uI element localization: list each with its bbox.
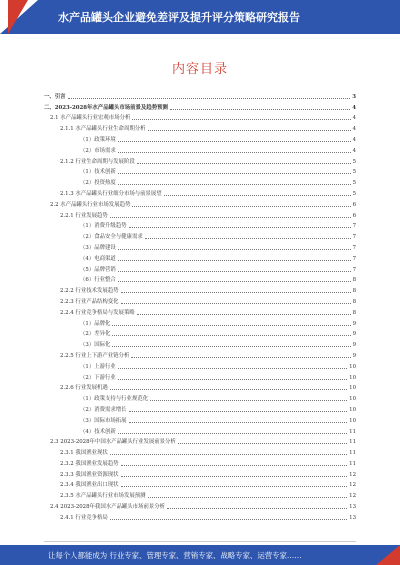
toc-entry-page: 6 — [352, 212, 356, 219]
toc-entry-label: 2.3.4 我国渔业出口现状 — [60, 482, 119, 489]
toc-entry[interactable] — [44, 100, 356, 111]
toc-entry-label: （2）消费需求增长 — [80, 406, 127, 413]
toc-entry[interactable] — [44, 424, 356, 435]
toc-entry[interactable] — [44, 175, 356, 186]
toc-leader-dots — [164, 195, 351, 196]
toc-entry-page: 10 — [349, 374, 356, 381]
toc-entry-page: 10 — [349, 363, 356, 370]
toc-entry[interactable] — [44, 251, 356, 262]
toc-entry[interactable] — [44, 381, 356, 392]
footer-slogan — [48, 550, 368, 561]
toc-entry-page: 10 — [349, 417, 356, 424]
toc-leader-dots — [137, 314, 351, 315]
toc-entry[interactable] — [44, 327, 356, 338]
table-of-contents — [44, 89, 356, 521]
toc-entry-label: 2.2.2 行业技术发展趋势 — [60, 288, 119, 295]
toc-entry[interactable] — [44, 262, 356, 273]
toc-entry[interactable] — [44, 111, 356, 122]
toc-entry-page: 11 — [349, 439, 356, 446]
toc-heading: 内容目录 — [171, 62, 228, 77]
toc-entry-page: 11 — [349, 450, 356, 457]
toc-entry-label: 2.2.1 行业发展趋势 — [60, 212, 108, 219]
toc-leader-dots — [137, 163, 351, 164]
toc-leader-dots — [170, 109, 350, 110]
toc-leader-dots — [118, 368, 347, 369]
toc-entry-label: （2）投资热度 — [80, 180, 116, 187]
toc-entry-label: 2.3.3 我国渔业资源现状 — [60, 471, 119, 478]
toc-leader-dots — [110, 519, 347, 520]
toc-entry[interactable] — [44, 186, 356, 197]
toc-entry[interactable] — [44, 478, 356, 489]
toc-entry[interactable] — [44, 240, 356, 251]
toc-entry-label: 2.4 2023-2028年我国水产品罐头市场前景分析 — [50, 504, 166, 511]
toc-entry-label: 2.4.1 行业竞争格局 — [60, 514, 108, 521]
toc-leader-dots — [129, 422, 348, 423]
toc-entry[interactable] — [44, 273, 356, 284]
toc-entry-label: （6）行业整合 — [80, 277, 116, 284]
toc-leader-dots — [112, 335, 350, 336]
toc-entry[interactable] — [44, 510, 356, 521]
toc-leader-dots — [68, 98, 351, 99]
toc-leader-dots — [110, 454, 347, 455]
toc-entry-page: 4 — [352, 147, 356, 154]
toc-entry-page: 7 — [352, 234, 356, 241]
footer-slogan-prefix: 让每个人都能成为 — [48, 551, 108, 560]
toc-entry-page: 8 — [352, 288, 356, 295]
toc-entry-page: 5 — [352, 169, 356, 176]
toc-entry[interactable] — [44, 316, 356, 327]
toc-entry[interactable] — [44, 467, 356, 478]
toc-entry-label: （1）品牌化 — [80, 320, 111, 327]
toc-entry-label: 2.3.2 我国渔业发展趋势 — [60, 460, 119, 467]
toc-entry[interactable] — [44, 305, 356, 316]
toc-entry-page: 7 — [352, 223, 356, 230]
toc-entry-page: 9 — [352, 352, 356, 359]
toc-entry[interactable] — [44, 208, 356, 219]
toc-leader-dots — [178, 443, 347, 444]
toc-entry-label: 2.3.1 我国渔业现状 — [60, 450, 108, 457]
toc-entry-label: 2.1 水产品罐头行业宏观市场分析 — [50, 115, 131, 122]
toc-entry-label: （1）政策环境 — [80, 136, 116, 143]
toc-entry-page: 10 — [349, 396, 356, 403]
toc-entry-label: （2）下游行业 — [80, 374, 116, 381]
toc-entry[interactable] — [44, 294, 356, 305]
toc-entry[interactable] — [44, 219, 356, 230]
toc-entry-page: 3 — [352, 93, 356, 100]
toc-entry-label: （1）政策支持与行业规范化 — [80, 396, 149, 403]
toc-leader-dots — [121, 303, 351, 304]
toc-entry-label: （4）技术创新 — [80, 428, 116, 435]
toc-entry[interactable] — [44, 165, 356, 176]
toc-leader-dots — [121, 465, 348, 466]
toc-entry-page: 4 — [352, 115, 356, 122]
toc-entry-page: 13 — [349, 514, 356, 521]
toc-entry-label: 2.1.1 水产品罐头行业生命周期分析 — [60, 126, 146, 133]
toc-entry[interactable] — [44, 197, 356, 208]
footer-divider — [44, 541, 356, 542]
toc-leader-dots — [118, 260, 351, 261]
toc-entry-page: 4 — [352, 136, 356, 143]
toc-entry-page: 7 — [352, 244, 356, 251]
toc-entry[interactable] — [44, 283, 356, 294]
toc-entry-label: （4）电商渠道 — [80, 255, 116, 262]
toc-leader-dots — [118, 152, 351, 153]
toc-entry[interactable] — [44, 132, 356, 143]
toc-leader-dots — [118, 173, 351, 174]
toc-leader-dots — [145, 238, 351, 239]
toc-leader-dots — [121, 486, 348, 487]
toc-leader-dots — [118, 184, 351, 185]
toc-leader-dots — [110, 217, 351, 218]
toc-entry-page: 11 — [349, 460, 356, 467]
toc-entry-page: 5 — [352, 190, 356, 197]
toc-entry-page: 12 — [349, 493, 356, 500]
toc-leader-dots — [118, 433, 347, 434]
toc-entry-label: 2.3 2023-2028年中国水产品罐头行业发展前景分析 — [50, 439, 176, 446]
report-title: 水产品罐头企业避免差评及提升评分策略研究报告 — [58, 11, 300, 24]
toc-leader-dots — [132, 206, 350, 207]
toc-entry[interactable] — [44, 456, 356, 467]
toc-entry-label: （1）上游行业 — [80, 363, 116, 370]
toc-entry-page: 10 — [349, 385, 356, 392]
toc-entry-page: 4 — [352, 126, 356, 133]
toc-leader-dots — [150, 400, 347, 401]
toc-entry-page: 7 — [352, 255, 356, 262]
toc-entry-page: 12 — [349, 482, 356, 489]
toc-leader-dots — [118, 281, 351, 282]
toc-entry-page: 5 — [352, 158, 356, 165]
toc-entry[interactable] — [44, 143, 356, 154]
toc-entry-label: 一、引言 — [44, 93, 66, 100]
toc-leader-dots — [112, 325, 350, 326]
toc-leader-dots — [121, 292, 351, 293]
toc-leader-dots — [118, 379, 347, 380]
toc-entry-label: （2）市场需求 — [80, 147, 116, 154]
toc-entry-label: 2.1.3 水产品罐头行业细分市场与前景展望 — [60, 190, 162, 197]
toc-entry-page: 5 — [352, 180, 356, 187]
toc-entry-page: 9 — [352, 320, 356, 327]
toc-leader-dots — [112, 346, 350, 347]
toc-entry-page: 12 — [349, 471, 356, 478]
toc-entry[interactable] — [44, 435, 356, 446]
toc-entry-page: 4 — [352, 104, 356, 111]
page-header — [0, 0, 400, 34]
toc-entry[interactable] — [44, 391, 356, 402]
toc-entry-page: 10 — [349, 406, 356, 413]
toc-entry-label: 二、2023-2028年水产品罐头市场前景及趋势预测 — [44, 104, 168, 111]
toc-entry[interactable] — [44, 359, 356, 370]
toc-leader-dots — [121, 476, 348, 477]
toc-entry-label: （1）技术创新 — [80, 169, 116, 176]
header-red-stripe — [8, 0, 28, 34]
toc-entry-page: 8 — [352, 298, 356, 305]
toc-leader-dots — [110, 389, 347, 390]
toc-entry-label: （3）国际市场拓展 — [80, 417, 127, 424]
toc-entry-label: 2.2.6 行业发展机遇 — [60, 385, 108, 392]
toc-entry[interactable] — [44, 499, 356, 510]
toc-leader-dots — [132, 119, 350, 120]
toc-entry[interactable] — [44, 89, 356, 100]
toc-entry-label: （3）品牌建设 — [80, 244, 116, 251]
toc-entry-label: （1）消费升级趋势 — [80, 223, 127, 230]
toc-entry-label: （5）品牌营销 — [80, 266, 116, 273]
toc-leader-dots — [148, 497, 348, 498]
toc-entry-page: 11 — [349, 428, 356, 435]
toc-leader-dots — [148, 130, 351, 131]
toc-leader-dots — [131, 357, 350, 358]
toc-entry-page: 6 — [352, 201, 356, 208]
toc-entry[interactable] — [44, 402, 356, 413]
toc-entry-page: 7 — [352, 266, 356, 273]
toc-entry-label: （3）国际化 — [80, 342, 111, 349]
toc-leader-dots — [129, 411, 348, 412]
toc-entry[interactable] — [44, 370, 356, 381]
toc-entry-page: 9 — [352, 331, 356, 338]
toc-entry-label: （2）食品安全与健康需求 — [80, 234, 143, 241]
toc-entry[interactable] — [44, 348, 356, 359]
toc-entry[interactable] — [44, 337, 356, 348]
page-footer — [0, 545, 400, 565]
toc-entry-label: 2.1.2 行业生命周期与发展阶段 — [60, 158, 135, 165]
toc-leader-dots — [118, 141, 351, 142]
toc-leader-dots — [129, 227, 351, 228]
toc-entry[interactable] — [44, 229, 356, 240]
toc-entry[interactable] — [44, 488, 356, 499]
toc-leader-dots — [167, 508, 347, 509]
footer-slogan-roles: 行业专家、管理专家、营销专家、战略专家、运营专家…… — [109, 551, 302, 560]
toc-entry-label: 2.2 水产品罐头行业市场发展趋势 — [50, 201, 131, 208]
toc-entry-label: 2.2.4 行业竞争格局与发展策略 — [60, 309, 135, 316]
toc-entry-label: 2.3.5 水产品罐头行业市场发展预测 — [60, 493, 146, 500]
footer-corner-shape — [376, 545, 400, 565]
toc-entry[interactable] — [44, 445, 356, 456]
toc-entry-page: 8 — [352, 277, 356, 284]
toc-leader-dots — [118, 271, 351, 272]
toc-entry-label: 2.2.5 行业上下游产业链分析 — [60, 352, 130, 359]
toc-entry-label: 2.2.3 行业产品结构变化 — [60, 298, 119, 305]
toc-entry[interactable] — [44, 413, 356, 424]
toc-entry-label: （2）差异化 — [80, 331, 111, 338]
toc-entry[interactable] — [44, 154, 356, 165]
toc-entry-page: 8 — [352, 309, 356, 316]
toc-entry-page: 13 — [349, 504, 356, 511]
toc-leader-dots — [118, 249, 351, 250]
toc-entry[interactable] — [44, 121, 356, 132]
toc-entry-page: 9 — [352, 342, 356, 349]
